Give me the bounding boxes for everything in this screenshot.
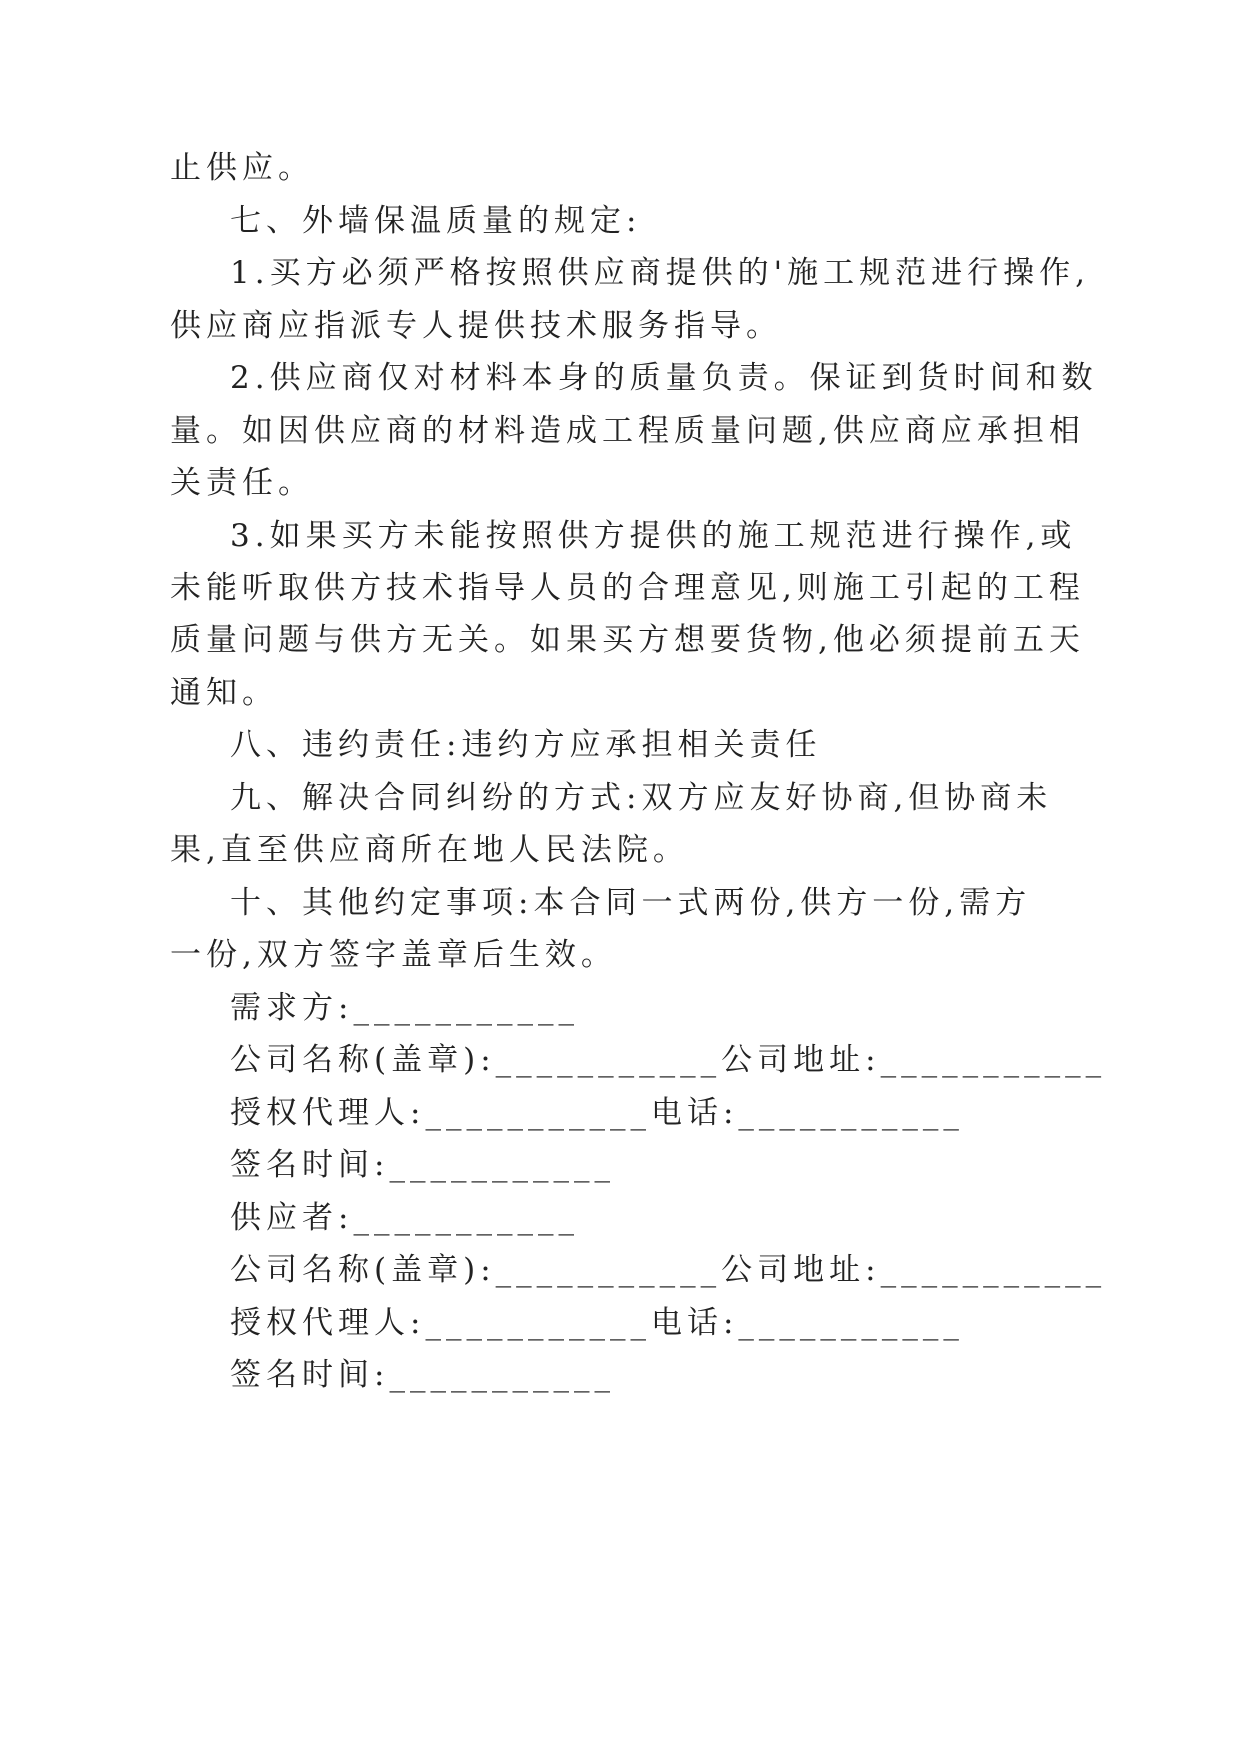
heading-10-line-1: 十、其他约定事项:本合同一式两份,供方一份,需方 (230, 885, 1032, 921)
heading-7-line-1: 七、外墙保温质量的规定: (230, 203, 642, 239)
para-7-3-line-3: 质量问题与供方无关。如果买方想要货物,他必须提前五天 (170, 622, 1085, 658)
demand-agent-line: 授权代理人:___________电话:___________ (230, 1095, 964, 1131)
demand-company-line: 公司名称(盖章):___________公司地址:___________ (230, 1042, 1107, 1078)
para-7-2-line-3: 关责任。 (170, 465, 314, 501)
para-7-2-line-2: 量。如因供应商的材料造成工程质量问题,供应商应承担相 (170, 413, 1085, 449)
para-7-3-line-2: 未能听取供方技术指导人员的合理意见,则施工引起的工程 (170, 570, 1085, 606)
heading-8-line-1: 八、违约责任:违约方应承担相关责任 (230, 727, 822, 763)
para-7-2-line-1: 2.供应商仅对材料本身的质量负责。保证到货时间和数 (230, 360, 1098, 396)
para-7-1-line-2: 供应商应指派专人提供技术服务指导。 (170, 308, 782, 344)
para-6-tail-line-1: 止供应。 (170, 150, 314, 186)
para-7-3-line-4: 通知。 (170, 675, 278, 711)
para-7-3-line-1: 3.如果买方未能按照供方提供的施工规范进行操作,或 (230, 518, 1077, 554)
demand-sign-time-line: 签名时间:___________ (230, 1147, 615, 1183)
supply-agent-line: 授权代理人:___________电话:___________ (230, 1305, 964, 1341)
heading-9-line-1: 九、解决合同纠纷的方式:双方应友好协商,但协商未 (230, 780, 1053, 816)
supply-party-line: 供应者:___________ (230, 1200, 579, 1236)
heading-9-line-2: 果,直至供应商所在地人民法院。 (170, 832, 689, 868)
supply-sign-time-line: 签名时间:___________ (230, 1357, 615, 1393)
supply-company-line: 公司名称(盖章):___________公司地址:___________ (230, 1252, 1107, 1288)
para-7-1-line-1: 1.买方必须严格按照供应商提供的'施工规范进行操作, (230, 255, 1090, 291)
demand-party-line: 需求方:___________ (230, 990, 579, 1026)
heading-10-line-2: 一份,双方签字盖章后生效。 (170, 937, 617, 973)
